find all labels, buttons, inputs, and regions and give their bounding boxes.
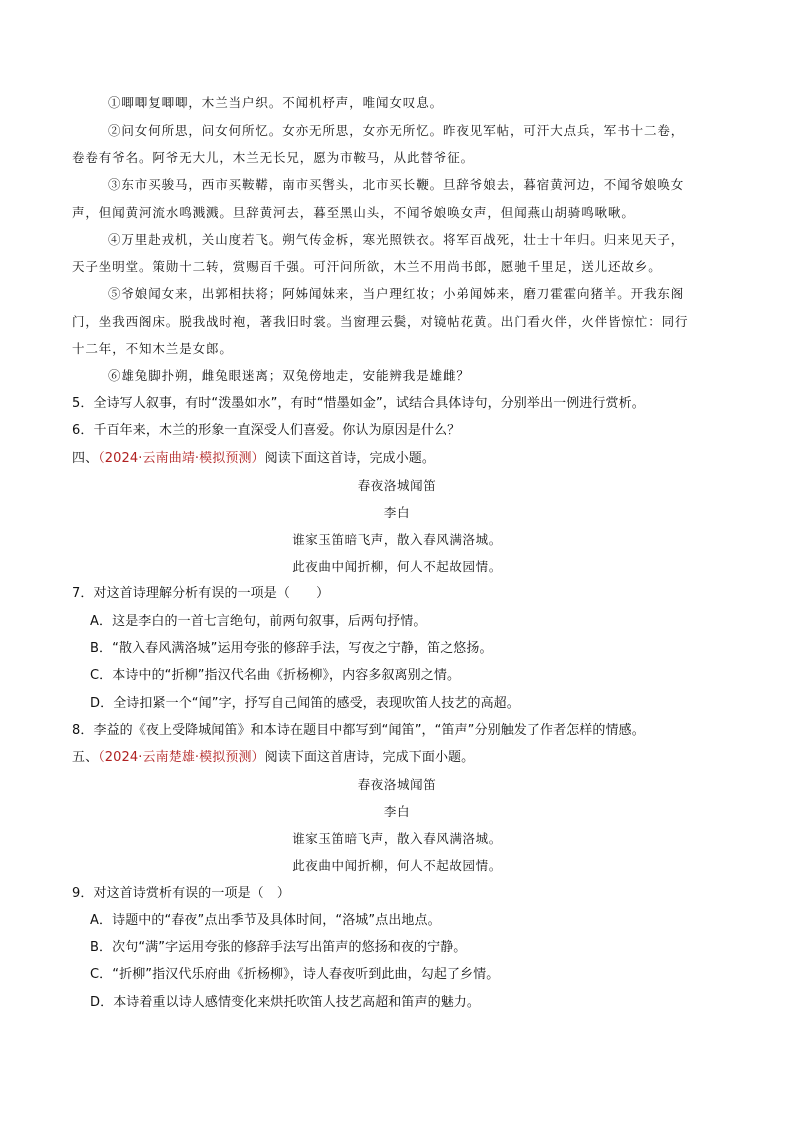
mulan-para-2-line-1: ②问女何所思，问女何所忆。女亦无所思，女亦无所忆。昨夜见军帖，可汗大点兵，军书十二卷， (108, 123, 685, 138)
poem-b-line-2: 此夜曲中闻折柳，何人不起故园情。 (292, 858, 502, 873)
mulan-para-4-line-2: 天子坐明堂。策勋十二转，赏赐百千强。可汗问所欲，木兰不用尚书郎，愿驰千里足，送儿还故乡。 (72, 259, 662, 274)
section-5-number: 五、 (72, 750, 99, 765)
poem-a-title: 春夜洛城闻笛 (357, 478, 437, 493)
question-9-option-d: D．本诗着重以诗人感情变化来烘托吹笛人技艺高超和笛声的魅力。 (90, 995, 481, 1010)
question-7-option-c: C．本诗中的“折柳”指汉代名曲《折杨柳》，内容多叙离别之情。 (90, 668, 461, 683)
question-9-stem: 9．对这首诗赏析有误的一项是（ ） (72, 886, 290, 901)
section-4-instruction: 阅读下面这首诗，完成小题。 (264, 451, 435, 466)
poem-a-author: 李白 (383, 505, 411, 520)
question-6: 6．千百年来，木兰的形象一直深受人们喜爱。你认为原因是什么？ (72, 423, 461, 438)
mulan-para-5-line-1: ⑤爷娘闻女来，出郭相扶将；阿姊闻妹来，当户理红妆；小弟闻姊来，磨刀霍霍向猪羊。开我东阁 (108, 286, 685, 301)
mulan-para-2-line-2: 卷卷有爷名。阿爷无大儿，木兰无长兄，愿为市鞍马，从此替爷征。 (72, 150, 475, 165)
question-7-option-b: B．“散入春风满洛城”运用夸张的修辞手法，写夜之宁静，笛之悠扬。 (90, 641, 493, 656)
mulan-para-1: ①唧唧复唧唧，木兰当户织。不闻机杼声，唯闻女叹息。 (108, 95, 444, 110)
section-4-number: 四、 (72, 451, 99, 466)
question-9-option-c: C．“折柳”指汉代乐府曲《折杨柳》，诗人春夜听到此曲，勾起了乡情。 (90, 967, 500, 982)
section-5-instruction: 阅读下面这首唐诗，完成下面小题。 (264, 750, 475, 765)
poem-b-author: 李白 (383, 804, 411, 819)
question-5: 5．全诗写人叙事，有时“泼墨如水”，有时“惜墨如金”，试结合具体诗句，分别举出一例进行赏析。 (72, 396, 645, 411)
question-7-option-a: A．这是李白的一首七言绝句，前两句叙事，后两句抒情。 (90, 614, 427, 629)
mulan-para-3-line-2: 声，但闻黄河流水鸣溅溅。旦辞黄河去，暮至黑山头，不闻爷娘唤女声，但闻燕山胡骑鸣啾啾。 (72, 205, 635, 220)
mulan-para-3-line-1: ③东市买骏马，西市买鞍鞯，南市买辔头，北市买长鞭。旦辞爷娘去，暮宿黄河边，不闻爷娘唤女 (108, 177, 685, 192)
mulan-para-5-line-3: 十二年，不知木兰是女郎。 (72, 341, 233, 356)
question-8: 8．李益的《夜上受降城闻笛》和本诗在题目中都写到“闻笛”，“笛声”分别触发了作者怎样的情感。 (72, 723, 645, 738)
question-7-option-d: D．全诗扣紧一个“闻”字，抒写自己闻笛的感受，表现吹笛人技艺的高超。 (90, 696, 520, 711)
question-9-option-b: B．次句“满”字运用夸张的修辞手法写出笛声的悠扬和夜的宁静。 (90, 940, 467, 955)
mulan-para-6: ⑥雄兔脚扑朔，雌兔眼迷离；双兔傍地走，安能辨我是雄雌？ (108, 368, 470, 383)
poem-b-line-1: 谁家玉笛暗飞声，散入春风满洛城。 (292, 831, 502, 846)
mulan-para-5-line-2: 门，坐我西阁床。脱我战时袍，著我旧时裳。当窗理云鬓，对镜帖花黄。出门看火伴，火伴皆惊忙：同行 (72, 314, 689, 329)
mulan-para-4-line-1: ④万里赴戎机，关山度若飞。朔气传金柝，寒光照铁衣。将军百战死，壮士十年归。归来见天子， (108, 232, 685, 247)
question-7-stem: 7．对这首诗理解分析有误的一项是（ ） (72, 586, 330, 601)
section-5-heading (72, 749, 722, 767)
poem-a-line-2: 此夜曲中闻折柳，何人不起故园情。 (292, 559, 502, 574)
poem-b-title: 春夜洛城闻笛 (357, 777, 437, 792)
poem-a-line-1: 谁家玉笛暗飞声，散入春风满洛城。 (292, 532, 502, 547)
question-9-option-a: A．诗题中的“春夜”点出季节及具体时间，“洛城”点出地点。 (90, 913, 441, 928)
section-5-source: （2024·云南楚雄·模拟预测） (98, 750, 265, 765)
section-4-heading (72, 450, 722, 468)
section-4-source: （2024·云南曲靖·模拟预测） (98, 451, 265, 466)
